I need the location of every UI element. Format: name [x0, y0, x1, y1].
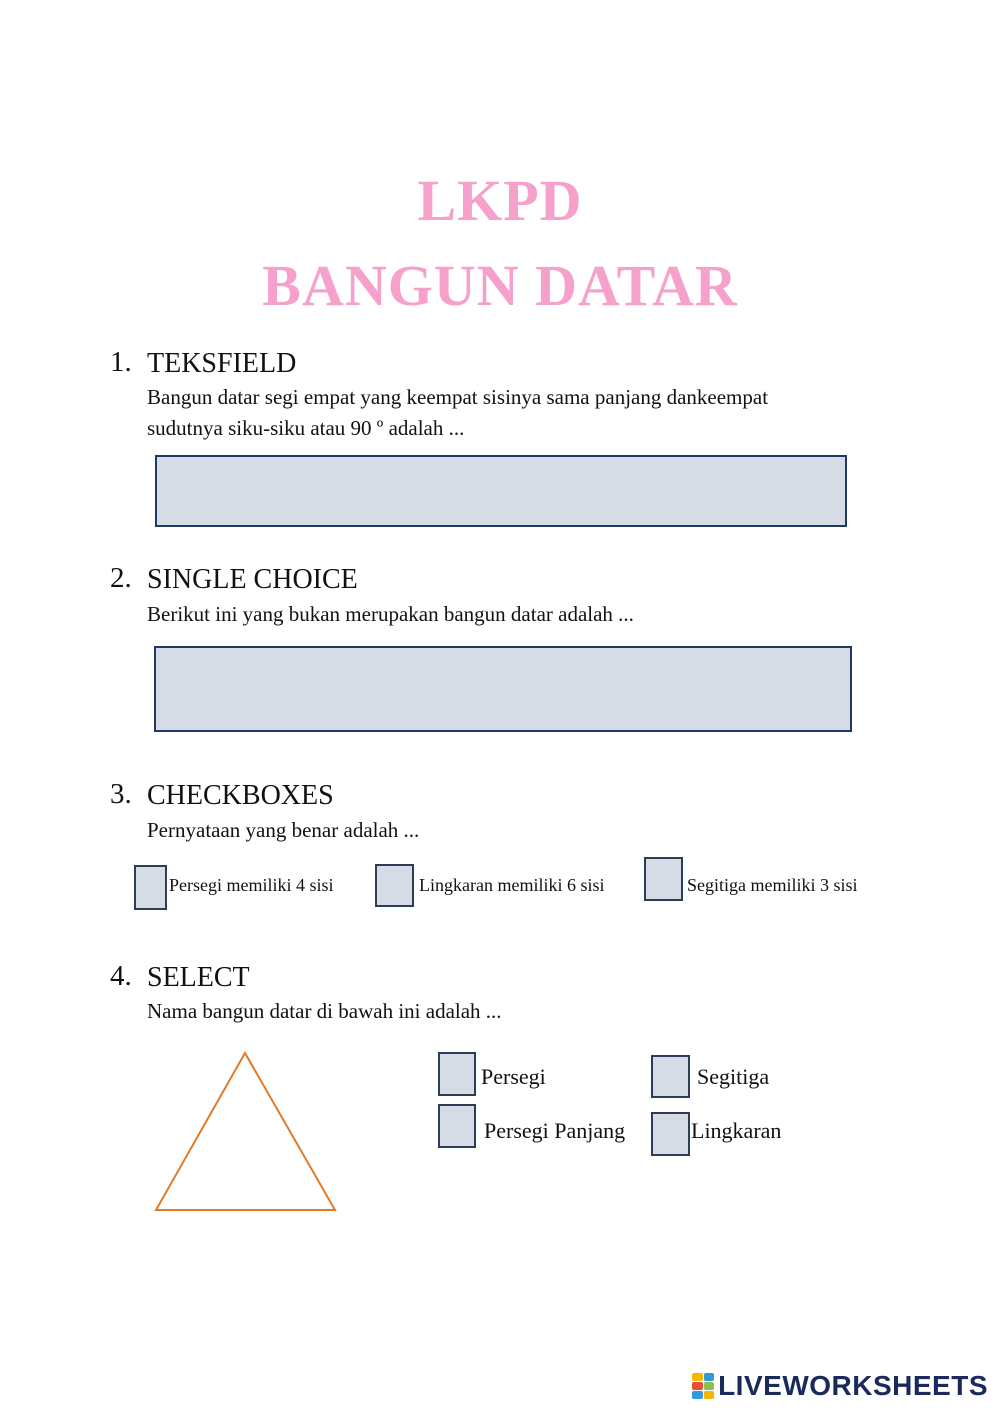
q4-heading: SELECT: [147, 962, 250, 993]
q4-select-box-persegi-panjang[interactable]: [438, 1104, 476, 1148]
q4-option-persegi-panjang-label: Persegi Panjang: [484, 1118, 626, 1143]
liveworksheets-brand: [692, 1370, 988, 1402]
q3-heading: CHECKBOXES: [147, 780, 334, 811]
q1-text-line1: Bangun datar segi empat yang keempat sisinya sama panjang dankeempat: [147, 385, 769, 409]
q3-option-1-label: Persegi memiliki 4 sisi: [169, 875, 334, 895]
liveworksheets-logo-icon: [692, 1373, 714, 1399]
q4-select-box-lingkaran[interactable]: [651, 1112, 690, 1156]
q2-number: 2.: [110, 562, 132, 594]
q4-option-segitiga-label: Segitiga: [697, 1064, 770, 1089]
q4-select-box-persegi[interactable]: [438, 1052, 476, 1096]
q4-text: Nama bangun datar di bawah ini adalah ...: [147, 999, 502, 1023]
q1-text-field[interactable]: [155, 455, 847, 527]
q1-text-line2: sudutnya siku-siku atau 90 º adalah ...: [147, 416, 465, 440]
title-lkpd: LKPD: [417, 168, 583, 233]
q3-option-2-label: Lingkaran memiliki 6 sisi: [419, 875, 605, 895]
q3-checkbox-3[interactable]: [644, 857, 683, 901]
q4-option-lingkaran-label: Lingkaran: [691, 1118, 782, 1143]
q1-number: 1.: [110, 346, 132, 378]
q4-option-persegi-label: Persegi: [481, 1064, 546, 1089]
q3-option-3-label: Segitiga memiliki 3 sisi: [687, 875, 858, 895]
liveworksheets-wordmark: LIVEWORKSHEETS: [718, 1370, 988, 1401]
q2-single-choice-field[interactable]: [154, 646, 852, 732]
triangle-shape: [156, 1053, 335, 1210]
q3-checkbox-1[interactable]: [134, 865, 167, 910]
q3-number: 3.: [110, 778, 132, 810]
q1-heading: TEKSFIELD: [147, 348, 297, 379]
q4-select-box-segitiga[interactable]: [651, 1055, 690, 1098]
triangle-figure: [150, 1048, 340, 1216]
q2-text: Berikut ini yang bukan merupakan bangun datar adalah ...: [147, 602, 634, 626]
q2-heading: SINGLE CHOICE: [147, 564, 358, 595]
title-bangun-datar: BANGUN DATAR: [262, 253, 738, 318]
q3-checkbox-2[interactable]: [375, 864, 414, 907]
q3-text: Pernyataan yang benar adalah ...: [147, 818, 420, 842]
q4-number: 4.: [110, 960, 132, 992]
